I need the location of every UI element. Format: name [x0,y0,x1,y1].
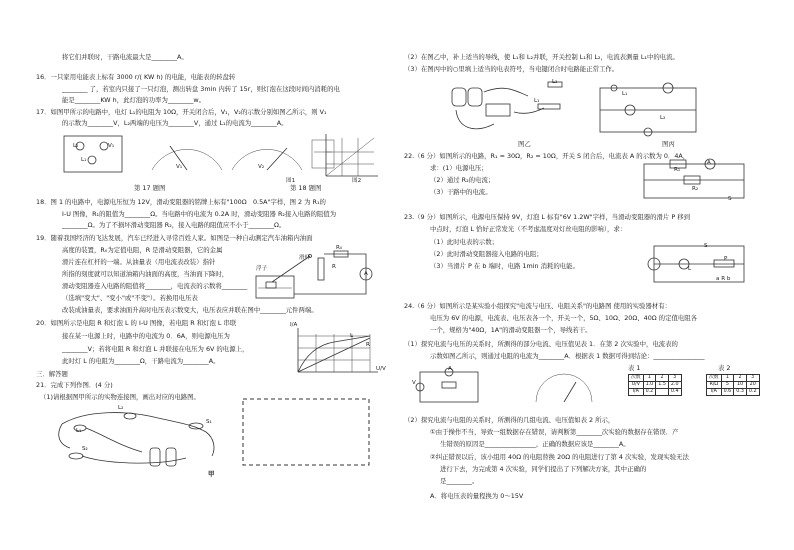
table-1: 次数 1 2 3 U/V 1.0 1.5 2.0 I/A 0.2 0.4 [628,374,682,396]
q21-yi-caption: 图乙 [518,140,531,148]
q19-a-label: A [364,271,368,277]
q22-circuit [640,160,750,202]
q21-sub3: （3）在图丙中的○里填上适当的电表符号，当电键闭合时电路能正常工作。 [404,65,619,73]
q18-line1: 18．图 1 的电路中，电源电压恒为 12V，滑动变阻器的铭牌上标有"100Ω 0.5A"字样，图 2 为 R₁的 [36,198,326,206]
q19-slider-label: 滑杆 [299,255,311,261]
q23-line1: 23.（9 分）如图所示，电源电压保持 9V，灯泡 L 标有"6V 1.2W"字样，当滑动变阻器的滑片 P 移到 [404,213,690,221]
q20-l-curve: L [350,333,354,339]
q19-line5: 滑动变阻器连入电路的阻值将________，电流表的示数将________ [62,282,248,290]
q24-line1: 24.（6 分）如图所示是某实验小组探究"电流与电压、电阻关系"的电路图 使用的实验器材有： [404,302,672,310]
q17-meter-v1: V₁ [176,164,183,170]
q24-sub2-line6: 是________。 [440,477,479,485]
q21-s2-label: S₂ [82,446,88,452]
q23-l-label: L [688,266,692,272]
q19-line7: 改装成油量表，要求油面升高时电压表示数变大，电压表应并联在图中________元件两端。 [62,306,318,314]
q19-r-label: R [332,264,336,270]
q24-v-label: V [412,380,416,386]
q18-fig1-label: 图1 [286,178,296,184]
q22-a-label: A [707,160,711,166]
q17-meter-v2: V₂ [258,164,265,170]
q19-line2: 高度的装置，R₀为定值电阻，R 是滑动变阻器，它的金属 [62,246,223,254]
q17-figure [62,132,362,182]
q17-line2: 的示数为________V，L₂两端的电压为________V，通过 L₁的电流为________A。 [62,119,288,127]
q21-l1-label: L₁ [76,428,82,434]
q23-circuit [650,240,750,288]
q16-line3: 能是________KW h，此灯泡的功率为________w。 [62,96,206,104]
table1-caption: 表 1 [628,364,641,372]
q17-l1-label: L₁ [81,157,87,163]
q18-caption: 第 18 题图 [290,184,322,192]
q20-line3: ________V；若将电阻 R 和灯泡 L 并联接在电压为 6V 的电源上， [62,345,249,353]
q23-line3: （1）此时电表的示数； [430,238,498,246]
table-2: 次数 1 2 3 R/Ω 5 10 20 I/A 0.6 0.3 0.2 [706,374,760,396]
q20-line4: 此时灯 L 的电阻为________Ω，干路电流为________A。 [62,357,220,365]
q23-p-label: P [724,256,728,262]
q19-line1: 19．随着我国经济的飞达发展，汽车已经进入寻常百姓人家。如图是一种自动测定汽车油箱内油面 [36,234,313,242]
q18-fig2-label: 图2 [352,178,362,184]
q15-tail: 将它们并联时，干路电流最大是________A。 [62,53,188,61]
q24-sub1-line2: 示数如图乙所示，则通过电阻的电流为________A．根据表 1 数据可得到结论：________________ [430,352,705,360]
q19-line4: 所指的刻度就可以知道油箱内油面的高度，当油面下降时， [62,270,229,278]
q22-line3: （2）通过 R₂的电流； [430,176,495,184]
q21-yi-l2: L₂ [552,79,558,85]
q24-sub2-line1: （2）探究电流与电阻的关系时，所测得的几组电流、电压值如表 2 所示， [404,416,615,424]
q16-line2: ________ 了，若室内只接了一只灯泡，测出转盘 3min 内转了 15r，则灯泡在这段时间内消耗的电 [62,85,340,93]
q19-float-label: 浮子 [256,266,268,272]
q21-title: 21．完成下列作图．(4 分) [36,381,113,389]
q21-l2-label: L₂ [118,405,124,411]
q24-line2: 电压为 6V 的电源，电流表、电压表各一个，开关一个，5Ω、10Ω、20Ω、40Ω 的定值电阻各 [430,314,698,322]
q21-sub1: （1)请根据图甲所示的实物连接图，画出对应的电路图。 [40,393,200,401]
q23-line4: （2）此时滑动变阻器接入电路的电阻； [430,250,543,258]
q23-line2: 中点时，灯泡 L 恰好正常发光（不考虑温度对灯丝电阻的影响），求： [430,225,627,233]
q20-line1: 20．如图所示是电阻 R 和灯泡 L 的 I-U 图像，若电阻 R 和灯泡 L 串联 [36,319,237,327]
q21-fig-jia-caption: 甲 [208,470,215,478]
q23-line5: （3）当滑片 P 在 b 端时，电路 1min 消耗的电能。 [430,262,579,270]
q17-line1: 17．如图甲所示的电路中，电灯 L₁的电阻为 10Ω，开关闭合后，V₁，V₂的示数分别如图乙所示，则 V₁ [36,108,327,116]
q18-line2: I-U 图像，R₁的阻值为________Ω。当电路中的电流为 0.2A 时，滑动变阻器 R₂接入电路的阻值为 [62,210,337,218]
q22-line4: （3）干路中的电流。 [430,188,492,196]
q21-fig-bing [594,84,704,140]
q22-line1: 22.（6 分）如图所示的电路，R₁ = 30Ω，R₂ = 10Ω，开关 S 闭合后，电流表 A 的示数为 0．4A， [404,152,690,160]
q21-bing-l2: L₂ [660,115,666,121]
q23-s-label: S [704,243,708,249]
q24-option-a: A．将电压表的量程换为 0～15V [430,492,524,500]
q19-line6: （选填"变大"、"变小"或"不变"）。若换用电压表 [62,294,198,302]
q22-r1-label: R₁ [674,167,681,173]
q24-sub2-line5: 进行下去，为完成第 4 次实验，同学们提出了下列解决方案，其中正确的 [440,465,647,473]
q21-sub2: （2）在图乙中，补上适当的导线，使 L₁和 L₂并联，开关控制 L₁和 L₂，电流表测量 L₁中的电流。 [404,53,679,61]
q21-bing-l1: L₁ [622,91,628,97]
q24-sub2-line3: 生错误的原因是________________，正确的数据应该是________A。 [440,440,630,448]
q20-r-curve: R [366,342,370,348]
q21-s1-label: S₁ [206,419,212,425]
q20-iu-graph [294,326,384,378]
q24-line3: 一个，规格为"40Ω，1A"的滑动变阻器一个，导线若干。 [430,326,592,334]
q17-caption: 第 17 题图 [134,184,166,192]
q21-physical-circuit [46,404,236,472]
q20-u-axis: U/V [376,366,386,372]
q22-r2-label: R₂ [692,186,699,192]
q19-line3: 滑片连在杠杆的一端。从油量表（用电流表改装）指针 [62,258,216,266]
q22-line2: 求：(1）电源电压； [430,164,488,172]
q22-s-label: S [728,196,732,202]
q18-graph [322,132,382,182]
q21-fig-yi [444,80,584,140]
table2-caption: 表 2 [718,364,731,372]
q18-line3: ________Ω。为了不损坏滑动变阻器 R₂，接入电路的阻值应不小于________Ω。 [62,221,286,229]
q17-v1-label: V₁ [108,143,115,149]
q23-ab-label: a R b [716,276,731,282]
q24-sub2-line4: ②纠正错误以后，该小组用 40Ω 的电阻替换 20Ω 的电阻进行了第 4 次实验，发现实验无法 [430,453,689,461]
q24-sub2-line2: ①由于操作不当，导致一组数据存在错误，请判断第________次实验的数据存在错误．产 [430,428,679,436]
q16-line1: 16．一只家用电能表上标有 3000 r/( KW h) 的电能，电能表的转盘转 [36,73,236,81]
q24-a-label: A [448,366,452,372]
section-3-title: 三．解答题 [36,370,68,378]
q24-circuit [416,368,604,408]
q19-r0-label: R₀ [336,245,343,251]
q21-answer-box [242,398,372,468]
q20-line2: 接在某一电源上时，电路中的电流为 0．6A，则电源电压为 [62,332,230,340]
q17-l2-label: L₂ [73,143,79,149]
q21-yi-l1: L₁ [534,98,540,104]
q20-i-axis: I/A [290,322,298,328]
q24-sub1-line1: （1）探究电流与电压的关系时，所测得的部分电流、电压值见表 1．在第 2 次实验中，电流表的 [404,340,678,348]
q21-bing-caption: 图丙 [662,140,675,148]
